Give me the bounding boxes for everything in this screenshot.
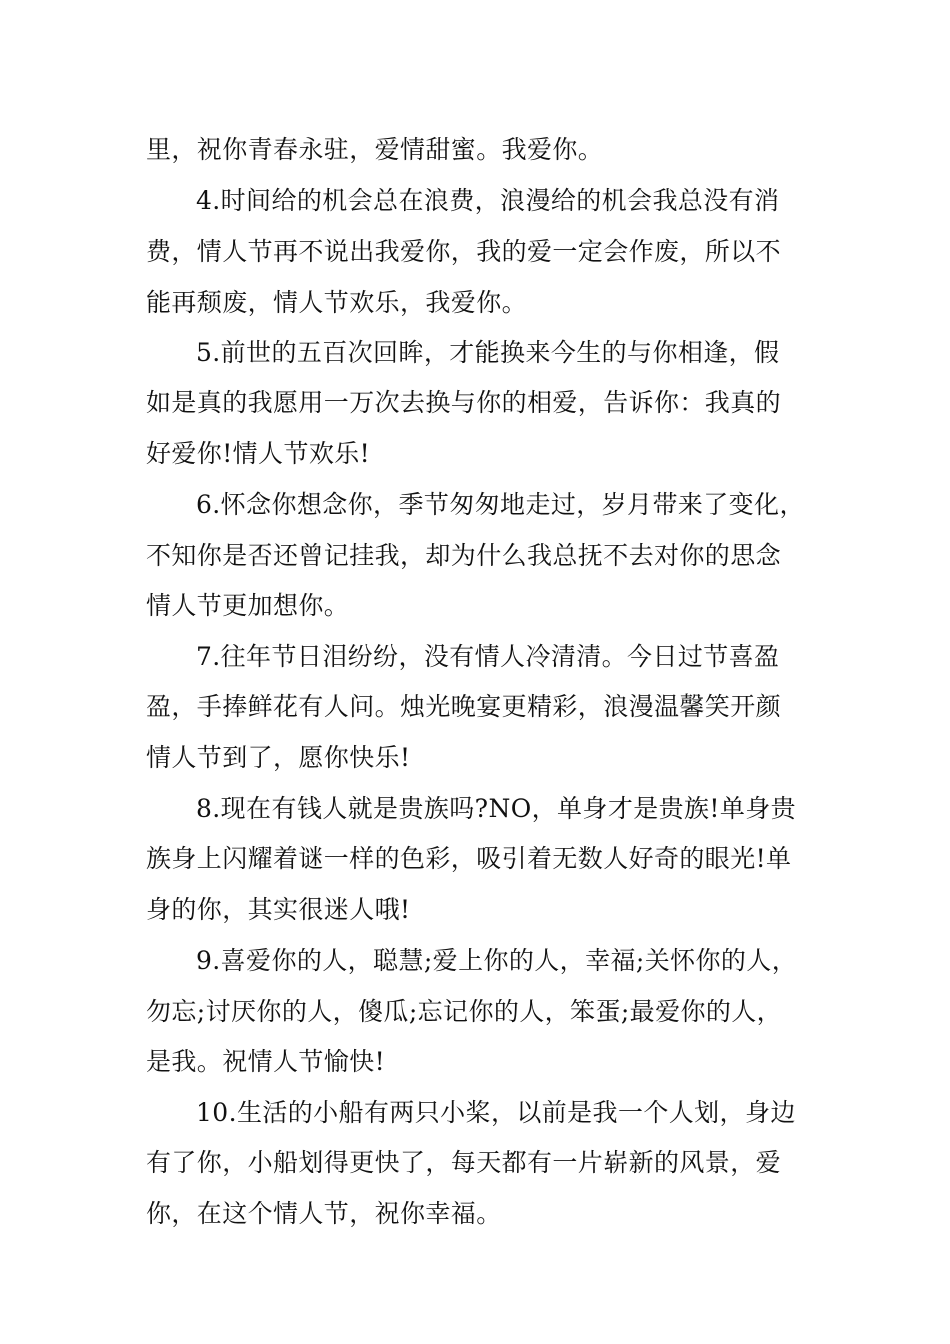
text-line: 好爱你!情人节欢乐! [146, 439, 371, 468]
text-line: 你，在这个情人节，祝你幸福。 [146, 1199, 502, 1228]
text-line: 能再颓废，情人节欢乐，我爱你。 [146, 288, 528, 317]
text-line: 勿忘;讨厌你的人，傻瓜;忘记你的人，笨蛋;最爱你的人， [146, 997, 783, 1026]
text-line: 里，祝你青春永驻，爱情甜蜜。我爱你。 [146, 135, 604, 164]
text-line: 情人节更加想你。 [146, 591, 350, 620]
text-line: 6.怀念你想念你，季节匆匆地走过，岁月带来了变化， [196, 490, 805, 519]
text-line: 10.生活的小船有两只小桨，以前是我一个人划，身边 [196, 1098, 796, 1127]
text-line: 身的你，其实很迷人哦! [146, 895, 411, 924]
text-line: 9.喜爱你的人，聪慧;爱上你的人，幸福;关怀你的人， [196, 946, 798, 975]
text-line: 族身上闪耀着谜一样的色彩，吸引着无数人好奇的眼光!单 [146, 844, 792, 873]
text-line: 情人节到了，愿你快乐! [146, 743, 411, 772]
text-line: 如是真的我愿用一万次去换与你的相爱，告诉你：我真的 [146, 388, 782, 417]
text-line: 不知你是否还曾记挂我，却为什么我总抚不去对你的思念 [146, 541, 782, 570]
text-line: 4.时间给的机会总在浪费，浪漫给的机会我总没有消 [196, 186, 780, 215]
text-line: 8.现在有钱人就是贵族吗?NO，单身才是贵族!单身贵 [196, 794, 797, 823]
text-line: 有了你，小船划得更快了，每天都有一片崭新的风景，爱 [146, 1148, 782, 1177]
text-line: 是我。祝情人节愉快! [146, 1047, 386, 1076]
text-line: 7.往年节日泪纷纷，没有情人冷清清。今日过节喜盈 [196, 642, 780, 671]
text-line: 盈，手捧鲜花有人问。烛光晚宴更精彩，浪漫温馨笑开颜 [146, 692, 782, 721]
text-line: 5.前世的五百次回眸，才能换来今生的与你相逢，假 [196, 338, 780, 367]
text-line: 费，情人节再不说出我爱你，我的爱一定会作废，所以不 [146, 237, 782, 266]
